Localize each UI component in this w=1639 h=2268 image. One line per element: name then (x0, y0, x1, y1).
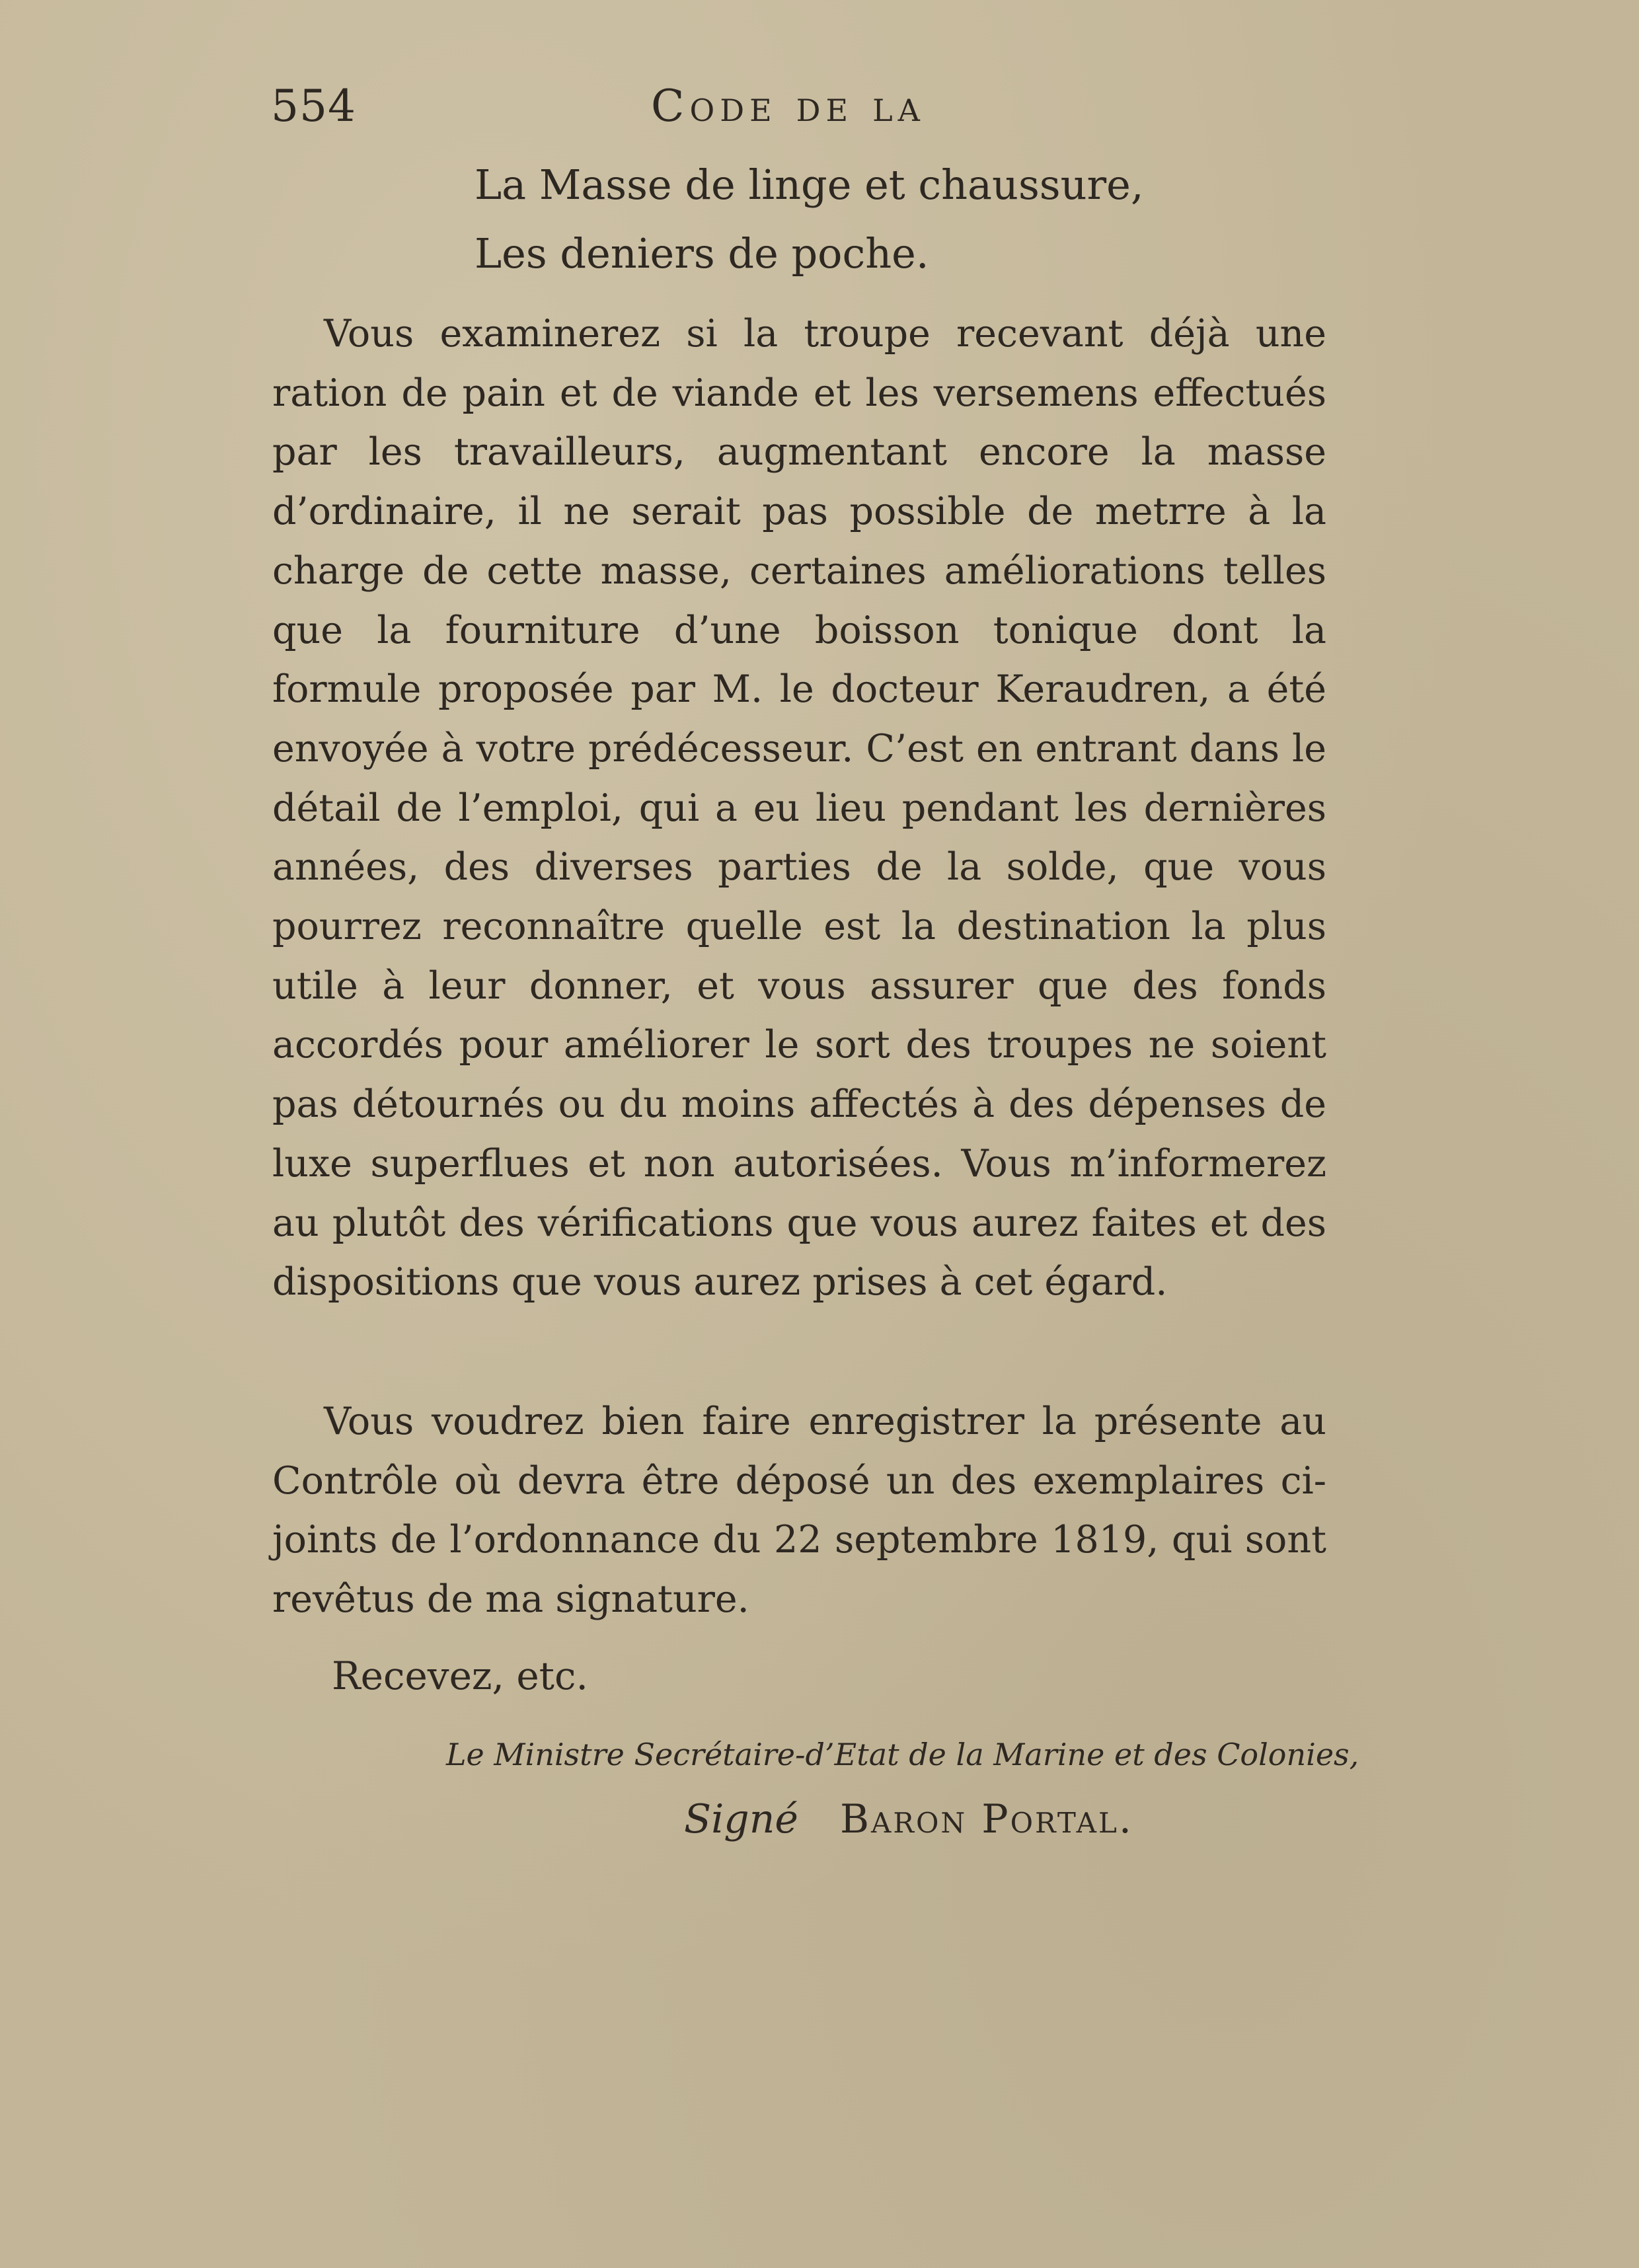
signature-line (684, 1796, 1133, 1842)
list-item: La Masse de linge et chaussure, (475, 161, 1144, 209)
closing-formula: Recevez, etc. (332, 1653, 588, 1698)
body-paragraph: Vous voudrez bien faire enregistrer la présente au Contrôle où devra être déposé un des exemplaires ci-joints de l’ordonnance du 22 septembre 1819, qui sont revêtus de ma signature. (272, 1400, 1326, 1622)
signer-name: Baron Portal. (839, 1796, 1133, 1842)
running-title: Code de la (651, 81, 925, 132)
page-header (271, 81, 1328, 140)
allowance-list (475, 151, 1400, 288)
signed-label: Signé (684, 1796, 798, 1842)
minister-title: Le Ministre Secrétaire-d’Etat de la Marine et des Colonies, (446, 1737, 1359, 1772)
body-paragraph: Vous examinerez si la troupe recevant déjà une ration de pain et de viande et les versemens effectués par les travailleurs, augmentant encore la masse d’ordinaire, il ne serait pas possible de metrre à la charge de cette masse, certaines améliorations telles que la fourniture d’une boisson tonique dont la formule proposée par M. le docteur Keraudren, a été envoyée à votre prédécesseur. C’est en entrant dans le détail de l’emploi, qui a eu lieu pendant les dernières années, des diverses parties de la solde, que vous pourrez reconnaître quelle est la destination la plus utile à leur donner, et vous assurer que des fonds accordés pour améliorer le sort des troupes ne soient pas détournés ou du moins affectés à des dépenses de luxe superflues et non autorisées. Vous m’informerez au plutôt des vérifications que vous aurez faites et des dispositions que vous aurez prises à cet égard. (272, 312, 1326, 1304)
list-item: Les deniers de poche. (475, 229, 929, 278)
page-number: 554 (271, 81, 356, 132)
